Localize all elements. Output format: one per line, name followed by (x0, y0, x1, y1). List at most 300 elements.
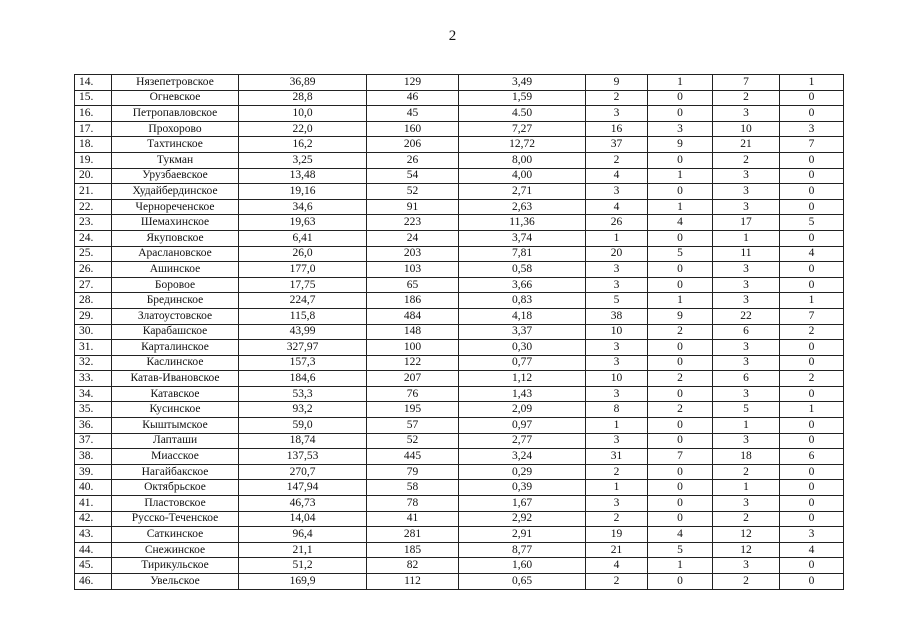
total-cell: 5 (586, 293, 648, 309)
row-number: 36. (75, 418, 112, 434)
col-b-cell: 6 (713, 324, 780, 340)
col-c-cell: 0 (780, 558, 844, 574)
count-cell: 129 (367, 75, 459, 91)
total-cell: 20 (586, 246, 648, 262)
count-cell: 103 (367, 262, 459, 278)
ratio-cell: 11,36 (459, 215, 586, 231)
col-a-cell: 0 (648, 230, 713, 246)
count-cell: 100 (367, 340, 459, 356)
ratio-cell: 2,92 (459, 511, 586, 527)
total-cell: 4 (586, 558, 648, 574)
ratio-cell: 1,43 (459, 386, 586, 402)
table-row (75, 511, 844, 527)
count-cell: 195 (367, 402, 459, 418)
ratio-cell: 1,60 (459, 558, 586, 574)
area-cell: 10,0 (239, 106, 367, 122)
ratio-cell: 0,65 (459, 574, 586, 590)
row-number: 34. (75, 386, 112, 402)
col-b-cell: 11 (713, 246, 780, 262)
district-name: Карабашское (112, 324, 239, 340)
col-c-cell: 0 (780, 106, 844, 122)
col-b-cell: 5 (713, 402, 780, 418)
district-name: Лапташи (112, 433, 239, 449)
row-number: 26. (75, 262, 112, 278)
col-c-cell: 0 (780, 464, 844, 480)
col-a-cell: 7 (648, 449, 713, 465)
row-number: 27. (75, 277, 112, 293)
area-cell: 270,7 (239, 464, 367, 480)
row-number: 19. (75, 152, 112, 168)
col-a-cell: 0 (648, 277, 713, 293)
row-number: 25. (75, 246, 112, 262)
area-cell: 59,0 (239, 418, 367, 434)
total-cell: 3 (586, 340, 648, 356)
col-b-cell: 2 (713, 90, 780, 106)
col-c-cell: 6 (780, 449, 844, 465)
district-name: Якуповское (112, 230, 239, 246)
col-c-cell: 0 (780, 262, 844, 278)
col-c-cell: 1 (780, 402, 844, 418)
col-b-cell: 3 (713, 262, 780, 278)
table-row (75, 106, 844, 122)
count-cell: 91 (367, 199, 459, 215)
district-name: Тукман (112, 152, 239, 168)
col-c-cell: 0 (780, 168, 844, 184)
table-row (75, 75, 844, 91)
ratio-cell: 2,71 (459, 184, 586, 200)
col-c-cell: 3 (780, 527, 844, 543)
area-cell: 3,25 (239, 152, 367, 168)
col-a-cell: 0 (648, 418, 713, 434)
col-a-cell: 0 (648, 106, 713, 122)
table-row (75, 542, 844, 558)
table-row (75, 293, 844, 309)
total-cell: 31 (586, 449, 648, 465)
area-cell: 18,74 (239, 433, 367, 449)
area-cell: 177,0 (239, 262, 367, 278)
area-cell: 26,0 (239, 246, 367, 262)
count-cell: 26 (367, 152, 459, 168)
district-name: Катав-Ивановское (112, 371, 239, 387)
col-b-cell: 3 (713, 558, 780, 574)
col-a-cell: 9 (648, 137, 713, 153)
table-row (75, 340, 844, 356)
ratio-cell: 2,91 (459, 527, 586, 543)
district-name: Брединское (112, 293, 239, 309)
row-number: 39. (75, 464, 112, 480)
area-cell: 22,0 (239, 121, 367, 137)
row-number: 29. (75, 308, 112, 324)
district-name: Нязепетровское (112, 75, 239, 91)
col-c-cell: 5 (780, 215, 844, 231)
col-c-cell: 7 (780, 308, 844, 324)
row-number: 17. (75, 121, 112, 137)
total-cell: 3 (586, 386, 648, 402)
col-c-cell: 1 (780, 75, 844, 91)
ratio-cell: 0,83 (459, 293, 586, 309)
total-cell: 4 (586, 168, 648, 184)
count-cell: 45 (367, 106, 459, 122)
table-row (75, 90, 844, 106)
row-number: 16. (75, 106, 112, 122)
table-row (75, 496, 844, 512)
col-a-cell: 2 (648, 324, 713, 340)
area-cell: 13,48 (239, 168, 367, 184)
col-b-cell: 1 (713, 418, 780, 434)
col-a-cell: 4 (648, 527, 713, 543)
ratio-cell: 0,58 (459, 262, 586, 278)
ratio-cell: 0,30 (459, 340, 586, 356)
col-c-cell: 0 (780, 199, 844, 215)
row-number: 24. (75, 230, 112, 246)
district-name: Прохорово (112, 121, 239, 137)
count-cell: 186 (367, 293, 459, 309)
col-c-cell: 3 (780, 121, 844, 137)
col-b-cell: 22 (713, 308, 780, 324)
area-cell: 21,1 (239, 542, 367, 558)
col-c-cell: 7 (780, 137, 844, 153)
total-cell: 1 (586, 230, 648, 246)
area-cell: 53,3 (239, 386, 367, 402)
col-a-cell: 0 (648, 511, 713, 527)
area-cell: 16,2 (239, 137, 367, 153)
row-number: 45. (75, 558, 112, 574)
row-number: 32. (75, 355, 112, 371)
ratio-cell: 3,49 (459, 75, 586, 91)
col-c-cell: 2 (780, 324, 844, 340)
col-c-cell: 0 (780, 230, 844, 246)
row-number: 31. (75, 340, 112, 356)
count-cell: 41 (367, 511, 459, 527)
ratio-cell: 3,37 (459, 324, 586, 340)
area-cell: 43,99 (239, 324, 367, 340)
district-name: Кыштымское (112, 418, 239, 434)
area-cell: 46,73 (239, 496, 367, 512)
total-cell: 2 (586, 152, 648, 168)
district-name: Боровое (112, 277, 239, 293)
area-cell: 184,6 (239, 371, 367, 387)
col-a-cell: 0 (648, 464, 713, 480)
ratio-cell: 12,72 (459, 137, 586, 153)
col-b-cell: 3 (713, 433, 780, 449)
row-number: 46. (75, 574, 112, 590)
count-cell: 78 (367, 496, 459, 512)
table-row (75, 215, 844, 231)
col-c-cell: 0 (780, 418, 844, 434)
area-cell: 96,4 (239, 527, 367, 543)
col-c-cell: 1 (780, 293, 844, 309)
district-name: Октябрьское (112, 480, 239, 496)
col-a-cell: 0 (648, 184, 713, 200)
total-cell: 8 (586, 402, 648, 418)
row-number: 41. (75, 496, 112, 512)
district-name: Русско-Теченское (112, 511, 239, 527)
col-b-cell: 3 (713, 168, 780, 184)
total-cell: 3 (586, 355, 648, 371)
total-cell: 4 (586, 199, 648, 215)
count-cell: 122 (367, 355, 459, 371)
col-c-cell: 2 (780, 371, 844, 387)
ratio-cell: 1,12 (459, 371, 586, 387)
table-row (75, 527, 844, 543)
district-name: Огневское (112, 90, 239, 106)
col-b-cell: 3 (713, 496, 780, 512)
table-row (75, 355, 844, 371)
total-cell: 1 (586, 480, 648, 496)
total-cell: 3 (586, 277, 648, 293)
col-b-cell: 1 (713, 230, 780, 246)
col-a-cell: 2 (648, 402, 713, 418)
row-number: 42. (75, 511, 112, 527)
table-row (75, 324, 844, 340)
ratio-cell: 2,09 (459, 402, 586, 418)
ratio-cell: 0,97 (459, 418, 586, 434)
page-number: 2 (448, 28, 457, 44)
col-a-cell: 5 (648, 246, 713, 262)
count-cell: 203 (367, 246, 459, 262)
district-name: Саткинское (112, 527, 239, 543)
total-cell: 3 (586, 433, 648, 449)
row-number: 15. (75, 90, 112, 106)
count-cell: 160 (367, 121, 459, 137)
total-cell: 1 (586, 418, 648, 434)
table-row (75, 464, 844, 480)
count-cell: 79 (367, 464, 459, 480)
col-a-cell: 2 (648, 371, 713, 387)
count-cell: 57 (367, 418, 459, 434)
col-b-cell: 7 (713, 75, 780, 91)
area-cell: 115,8 (239, 308, 367, 324)
col-b-cell: 3 (713, 355, 780, 371)
ratio-cell: 1,59 (459, 90, 586, 106)
row-number: 35. (75, 402, 112, 418)
total-cell: 3 (586, 184, 648, 200)
row-number: 23. (75, 215, 112, 231)
col-b-cell: 12 (713, 542, 780, 558)
table-row (75, 199, 844, 215)
district-name: Худайбердинское (112, 184, 239, 200)
col-a-cell: 1 (648, 75, 713, 91)
col-a-cell: 1 (648, 199, 713, 215)
table-row (75, 308, 844, 324)
total-cell: 9 (586, 75, 648, 91)
col-a-cell: 5 (648, 542, 713, 558)
row-number: 22. (75, 199, 112, 215)
district-name: Араслановское (112, 246, 239, 262)
total-cell: 3 (586, 496, 648, 512)
total-cell: 10 (586, 324, 648, 340)
table-row (75, 418, 844, 434)
ratio-cell: 4,00 (459, 168, 586, 184)
col-c-cell: 0 (780, 511, 844, 527)
col-a-cell: 3 (648, 121, 713, 137)
table-row (75, 262, 844, 278)
row-number: 38. (75, 449, 112, 465)
ratio-cell: 3,74 (459, 230, 586, 246)
count-cell: 445 (367, 449, 459, 465)
table-row (75, 433, 844, 449)
total-cell: 2 (586, 574, 648, 590)
col-b-cell: 10 (713, 121, 780, 137)
area-cell: 51,2 (239, 558, 367, 574)
col-c-cell: 0 (780, 152, 844, 168)
row-number: 30. (75, 324, 112, 340)
area-cell: 6,41 (239, 230, 367, 246)
col-a-cell: 1 (648, 293, 713, 309)
col-b-cell: 3 (713, 277, 780, 293)
district-name: Миасское (112, 449, 239, 465)
district-name: Нагайбакское (112, 464, 239, 480)
count-cell: 58 (367, 480, 459, 496)
total-cell: 26 (586, 215, 648, 231)
area-cell: 137,53 (239, 449, 367, 465)
ratio-cell: 0,39 (459, 480, 586, 496)
total-cell: 38 (586, 308, 648, 324)
area-cell: 34,6 (239, 199, 367, 215)
count-cell: 112 (367, 574, 459, 590)
district-name: Катавское (112, 386, 239, 402)
count-cell: 207 (367, 371, 459, 387)
count-cell: 46 (367, 90, 459, 106)
col-b-cell: 17 (713, 215, 780, 231)
table-row (75, 371, 844, 387)
district-name: Чернореченское (112, 199, 239, 215)
table-row (75, 574, 844, 590)
table-body (75, 75, 844, 590)
district-name: Златоустовское (112, 308, 239, 324)
col-a-cell: 0 (648, 355, 713, 371)
table-row (75, 137, 844, 153)
table-row (75, 558, 844, 574)
col-c-cell: 0 (780, 496, 844, 512)
ratio-cell: 3,66 (459, 277, 586, 293)
table-row (75, 449, 844, 465)
count-cell: 185 (367, 542, 459, 558)
count-cell: 52 (367, 184, 459, 200)
table-row (75, 152, 844, 168)
district-name: Увельское (112, 574, 239, 590)
count-cell: 76 (367, 386, 459, 402)
district-name: Петропавловское (112, 106, 239, 122)
total-cell: 2 (586, 511, 648, 527)
total-cell: 2 (586, 90, 648, 106)
col-b-cell: 2 (713, 464, 780, 480)
row-number: 20. (75, 168, 112, 184)
total-cell: 37 (586, 137, 648, 153)
table-row (75, 168, 844, 184)
district-name: Урузбаевское (112, 168, 239, 184)
ratio-cell: 7,81 (459, 246, 586, 262)
ratio-cell: 8,77 (459, 542, 586, 558)
table-row (75, 480, 844, 496)
col-c-cell: 0 (780, 184, 844, 200)
district-name: Пластовское (112, 496, 239, 512)
col-a-cell: 0 (648, 340, 713, 356)
total-cell: 21 (586, 542, 648, 558)
row-number: 40. (75, 480, 112, 496)
row-number: 28. (75, 293, 112, 309)
col-b-cell: 2 (713, 511, 780, 527)
col-a-cell: 9 (648, 308, 713, 324)
count-cell: 223 (367, 215, 459, 231)
col-b-cell: 2 (713, 574, 780, 590)
col-b-cell: 6 (713, 371, 780, 387)
col-c-cell: 0 (780, 355, 844, 371)
area-cell: 169,9 (239, 574, 367, 590)
col-c-cell: 4 (780, 542, 844, 558)
row-number: 33. (75, 371, 112, 387)
ratio-cell: 1,67 (459, 496, 586, 512)
district-name: Тахтинское (112, 137, 239, 153)
district-name: Карталинское (112, 340, 239, 356)
district-name: Кусинское (112, 402, 239, 418)
area-cell: 157,3 (239, 355, 367, 371)
col-a-cell: 1 (648, 168, 713, 184)
col-c-cell: 0 (780, 277, 844, 293)
total-cell: 2 (586, 464, 648, 480)
area-cell: 14,04 (239, 511, 367, 527)
col-b-cell: 2 (713, 152, 780, 168)
area-cell: 28,8 (239, 90, 367, 106)
data-table (74, 74, 844, 590)
ratio-cell: 7,27 (459, 121, 586, 137)
district-name: Каслинское (112, 355, 239, 371)
count-cell: 484 (367, 308, 459, 324)
ratio-cell: 4,18 (459, 308, 586, 324)
count-cell: 281 (367, 527, 459, 543)
total-cell: 16 (586, 121, 648, 137)
count-cell: 148 (367, 324, 459, 340)
row-number: 18. (75, 137, 112, 153)
col-a-cell: 0 (648, 262, 713, 278)
col-a-cell: 0 (648, 496, 713, 512)
col-a-cell: 0 (648, 433, 713, 449)
col-b-cell: 3 (713, 293, 780, 309)
col-c-cell: 0 (780, 574, 844, 590)
area-cell: 224,7 (239, 293, 367, 309)
district-name: Шемахинское (112, 215, 239, 231)
table-row (75, 184, 844, 200)
district-name: Снежинское (112, 542, 239, 558)
total-cell: 10 (586, 371, 648, 387)
col-a-cell: 0 (648, 480, 713, 496)
ratio-cell: 0,29 (459, 464, 586, 480)
ratio-cell: 3,24 (459, 449, 586, 465)
col-b-cell: 21 (713, 137, 780, 153)
row-number: 37. (75, 433, 112, 449)
col-c-cell: 0 (780, 340, 844, 356)
count-cell: 52 (367, 433, 459, 449)
ratio-cell: 4.50 (459, 106, 586, 122)
col-a-cell: 0 (648, 90, 713, 106)
ratio-cell: 8,00 (459, 152, 586, 168)
area-cell: 147,94 (239, 480, 367, 496)
row-number: 43. (75, 527, 112, 543)
col-c-cell: 0 (780, 386, 844, 402)
ratio-cell: 0,77 (459, 355, 586, 371)
table-row (75, 386, 844, 402)
table-row (75, 277, 844, 293)
count-cell: 54 (367, 168, 459, 184)
col-b-cell: 18 (713, 449, 780, 465)
col-a-cell: 1 (648, 558, 713, 574)
total-cell: 19 (586, 527, 648, 543)
district-name: Ашинское (112, 262, 239, 278)
col-b-cell: 1 (713, 480, 780, 496)
count-cell: 24 (367, 230, 459, 246)
ratio-cell: 2,77 (459, 433, 586, 449)
col-b-cell: 3 (713, 199, 780, 215)
